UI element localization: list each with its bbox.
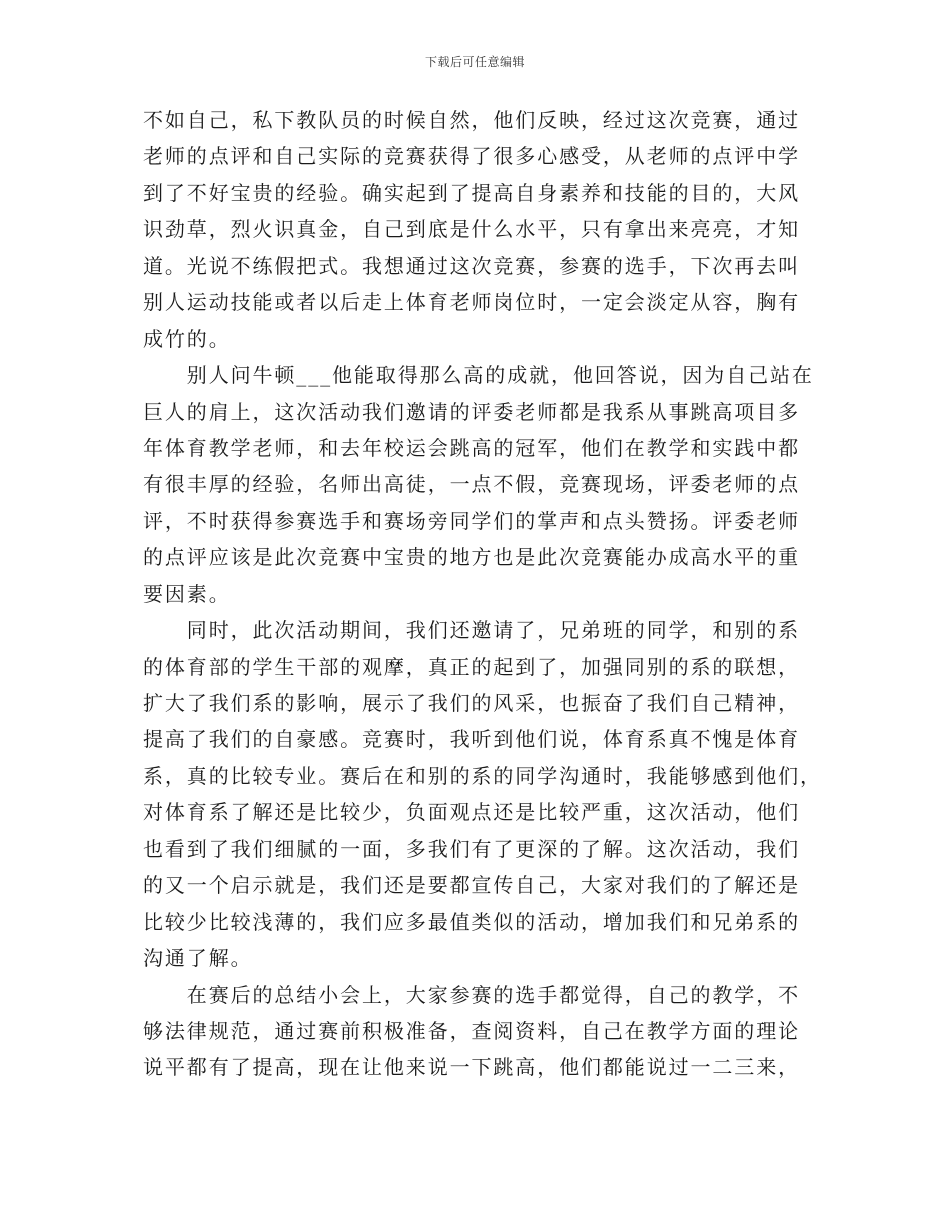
text-line: 比较少比较浅薄的，我们应多最值类似的活动，增加我们和兄弟系的 <box>143 909 800 934</box>
document-body <box>143 102 822 1086</box>
text-line: 同时，此次活动期间，我们还邀请了，兄弟班的同学，和别的系 <box>143 618 800 643</box>
text-line: 老师的点评和自己实际的竞赛获得了很多心感受，从老师的点评中学 <box>143 144 800 169</box>
text-line: 年体育教学老师，和去年校运会跳高的冠军，他们在教学和实践中都 <box>143 435 800 460</box>
text-line: 识劲草，烈火识真金，自己到底是什么水平，只有拿出来亮亮，才知 <box>143 217 800 242</box>
paragraph-4 <box>143 977 807 1086</box>
paragraph-3 <box>143 612 822 976</box>
text-line: 别人问牛顿___他能取得那么高的成就，他回答说，因为自己站在 <box>143 363 814 388</box>
text-line: 别人运动技能或者以后走上体育老师岗位时，一定会淡定从容，胸有 <box>143 290 800 315</box>
text-line: 说平都有了提高，现在让他来说一下跳高，他们都能说过一二三来， <box>143 1055 800 1080</box>
paragraph-2 <box>143 357 814 612</box>
text-line: 要因素。 <box>143 581 231 606</box>
text-line: 不如自己，私下教队员的时候自然，他们反映，经过这次竞赛，通过 <box>143 108 800 132</box>
text-line: 对体育系了解还是比较少，负面观点还是比较严重，这次活动，他们 <box>143 800 800 825</box>
paragraph-1 <box>143 102 807 357</box>
text-line: 提高了我们的自豪感。竞赛时，我听到他们说，体育系真不愧是体育 <box>143 727 800 752</box>
text-line: 在赛后的总结小会上，大家参赛的选手都觉得，自己的教学，不 <box>143 982 800 1007</box>
text-line: 沟通了解。 <box>143 946 253 971</box>
text-line: 系，真的比较专业。赛后在和别的系的同学沟通时，我能够感到他们， <box>143 763 822 788</box>
text-line: 也看到了我们细腻的一面，多我们有了更深的了解。这次活动，我们 <box>143 836 800 861</box>
text-line: 的体育部的学生干部的观摩，真正的起到了，加强同别的系的联想， <box>143 654 800 679</box>
text-line: 够法律规范，通过赛前积极准备，查阅资料，自己在教学方面的理论 <box>143 1018 800 1043</box>
text-line: 的点评应该是此次竞赛中宝贵的地方也是此次竞赛能办成高水平的重 <box>143 545 800 570</box>
text-line: 扩大了我们系的影响，展示了我们的风采，也振奋了我们自己精神， <box>143 691 800 715</box>
text-line: 的又一个启示就是，我们还是要都宣传自己，大家对我们的了解还是 <box>143 873 800 898</box>
text-line: 巨人的肩上，这次活动我们邀请的评委老师都是我系从事跳高项目多 <box>143 399 800 424</box>
text-line: 有很丰厚的经验，名师出高徒，一点不假，竞赛现场，评委老师的点 <box>143 472 800 497</box>
page-header: 下载后可任意编辑 <box>424 55 525 69</box>
text-line: 道。光说不练假把式。我想通过这次竞赛，参赛的选手，下次再去叫 <box>143 253 800 278</box>
text-line: 评，不时获得参赛选手和赛场旁同学们的掌声和点头赞扬。评委老师 <box>143 508 800 533</box>
text-line: 成竹的。 <box>143 326 231 351</box>
text-line: 到了不好宝贵的经验。确实起到了提高自身素养和技能的目的，大风 <box>143 180 800 205</box>
